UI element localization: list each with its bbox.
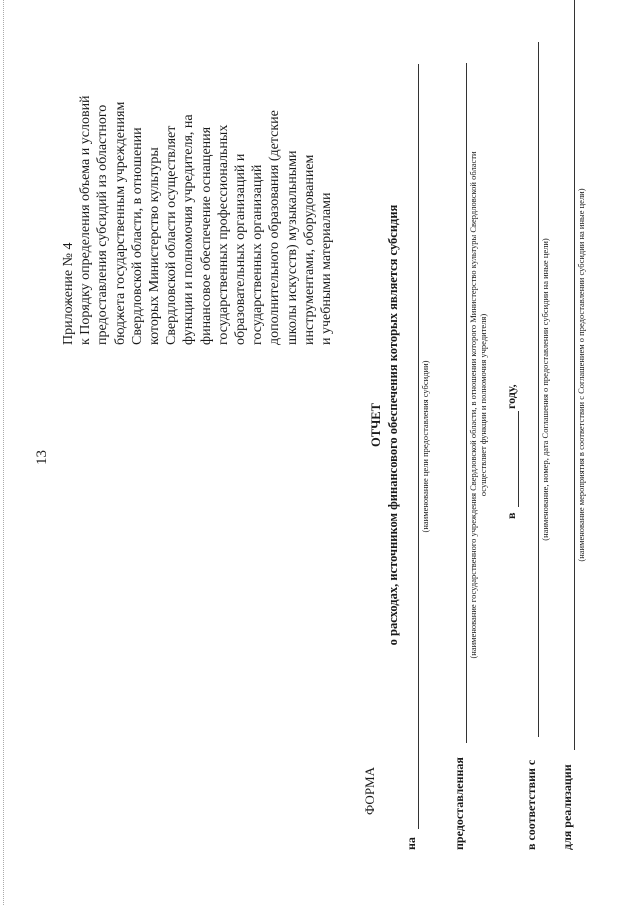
field-provided-note-1: (наименование государственного учреждения Свердловской области, в отношении которого Министерство культуры Свердловской области (468, 151, 478, 659)
year-prefix: в (504, 512, 518, 519)
year-suffix: году, (504, 384, 518, 409)
appendix-block (60, 25, 335, 345)
field-na-note: (наименование цели предоставления субсидии) (420, 360, 430, 533)
appendix-line: государственных организаций (250, 164, 266, 345)
appendix-line: Свердловской области, в отношении (129, 127, 145, 345)
appendix-line: которых Министерство культуры (147, 147, 163, 345)
report-title-block (368, 125, 402, 725)
appendix-line: инструментами, оборудованием (301, 154, 317, 345)
page-number: 13 (34, 450, 50, 465)
appendix-line: государственных профессиональных (215, 124, 231, 345)
field-accordance-label: в соответствии с (524, 759, 538, 850)
report-subtitle: о расходах, источником финансового обеспечения которых является субсидия (386, 204, 400, 646)
appendix-line: бюджета государственным учреждениям (112, 101, 128, 345)
field-provided-note-2: осуществляет функции и полномочия учредителя) (478, 313, 488, 497)
forma-label: ФОРМА (362, 767, 377, 815)
field-realization-line[interactable] (574, 0, 575, 750)
appendix-line: школы искусств) музыкальными (284, 150, 300, 345)
appendix-line: Свердловской области осуществляет (164, 125, 180, 345)
report-title: ОТЧЕТ (369, 403, 383, 447)
field-realization-label: для реализации (560, 764, 574, 850)
scan-edge-line (3, 0, 4, 905)
field-accordance-note: (наименование, номер, дата Соглашения о предоставлении субсидии на иные цели) (540, 238, 550, 541)
appendix-line: функции и полномочия учредителя, на (181, 114, 197, 345)
field-provided-label: предоставленная (452, 757, 466, 850)
appendix-line: предоставления субсидий из областного (95, 104, 111, 345)
field-na-label: на (404, 837, 418, 850)
field-na-line[interactable] (418, 64, 419, 829)
appendix-line: и учебными материалами (319, 192, 335, 345)
appendix-heading: Приложение № 4 (61, 242, 76, 345)
appendix-line: к Порядку определения объема и условий (78, 95, 94, 345)
field-provided-line[interactable] (466, 63, 467, 743)
year-input-line[interactable] (518, 411, 519, 507)
field-accordance-line[interactable] (538, 42, 539, 737)
appendix-line: финансовое обеспечение оснащения (198, 126, 214, 345)
appendix-line: образовательных организаций и (233, 153, 249, 345)
appendix-line: дополнительного образования (детские (267, 110, 283, 345)
field-realization-note: (наименование мероприятия в соответствии с Соглашением о предоставлении субсидии на иные цели) (576, 188, 586, 562)
